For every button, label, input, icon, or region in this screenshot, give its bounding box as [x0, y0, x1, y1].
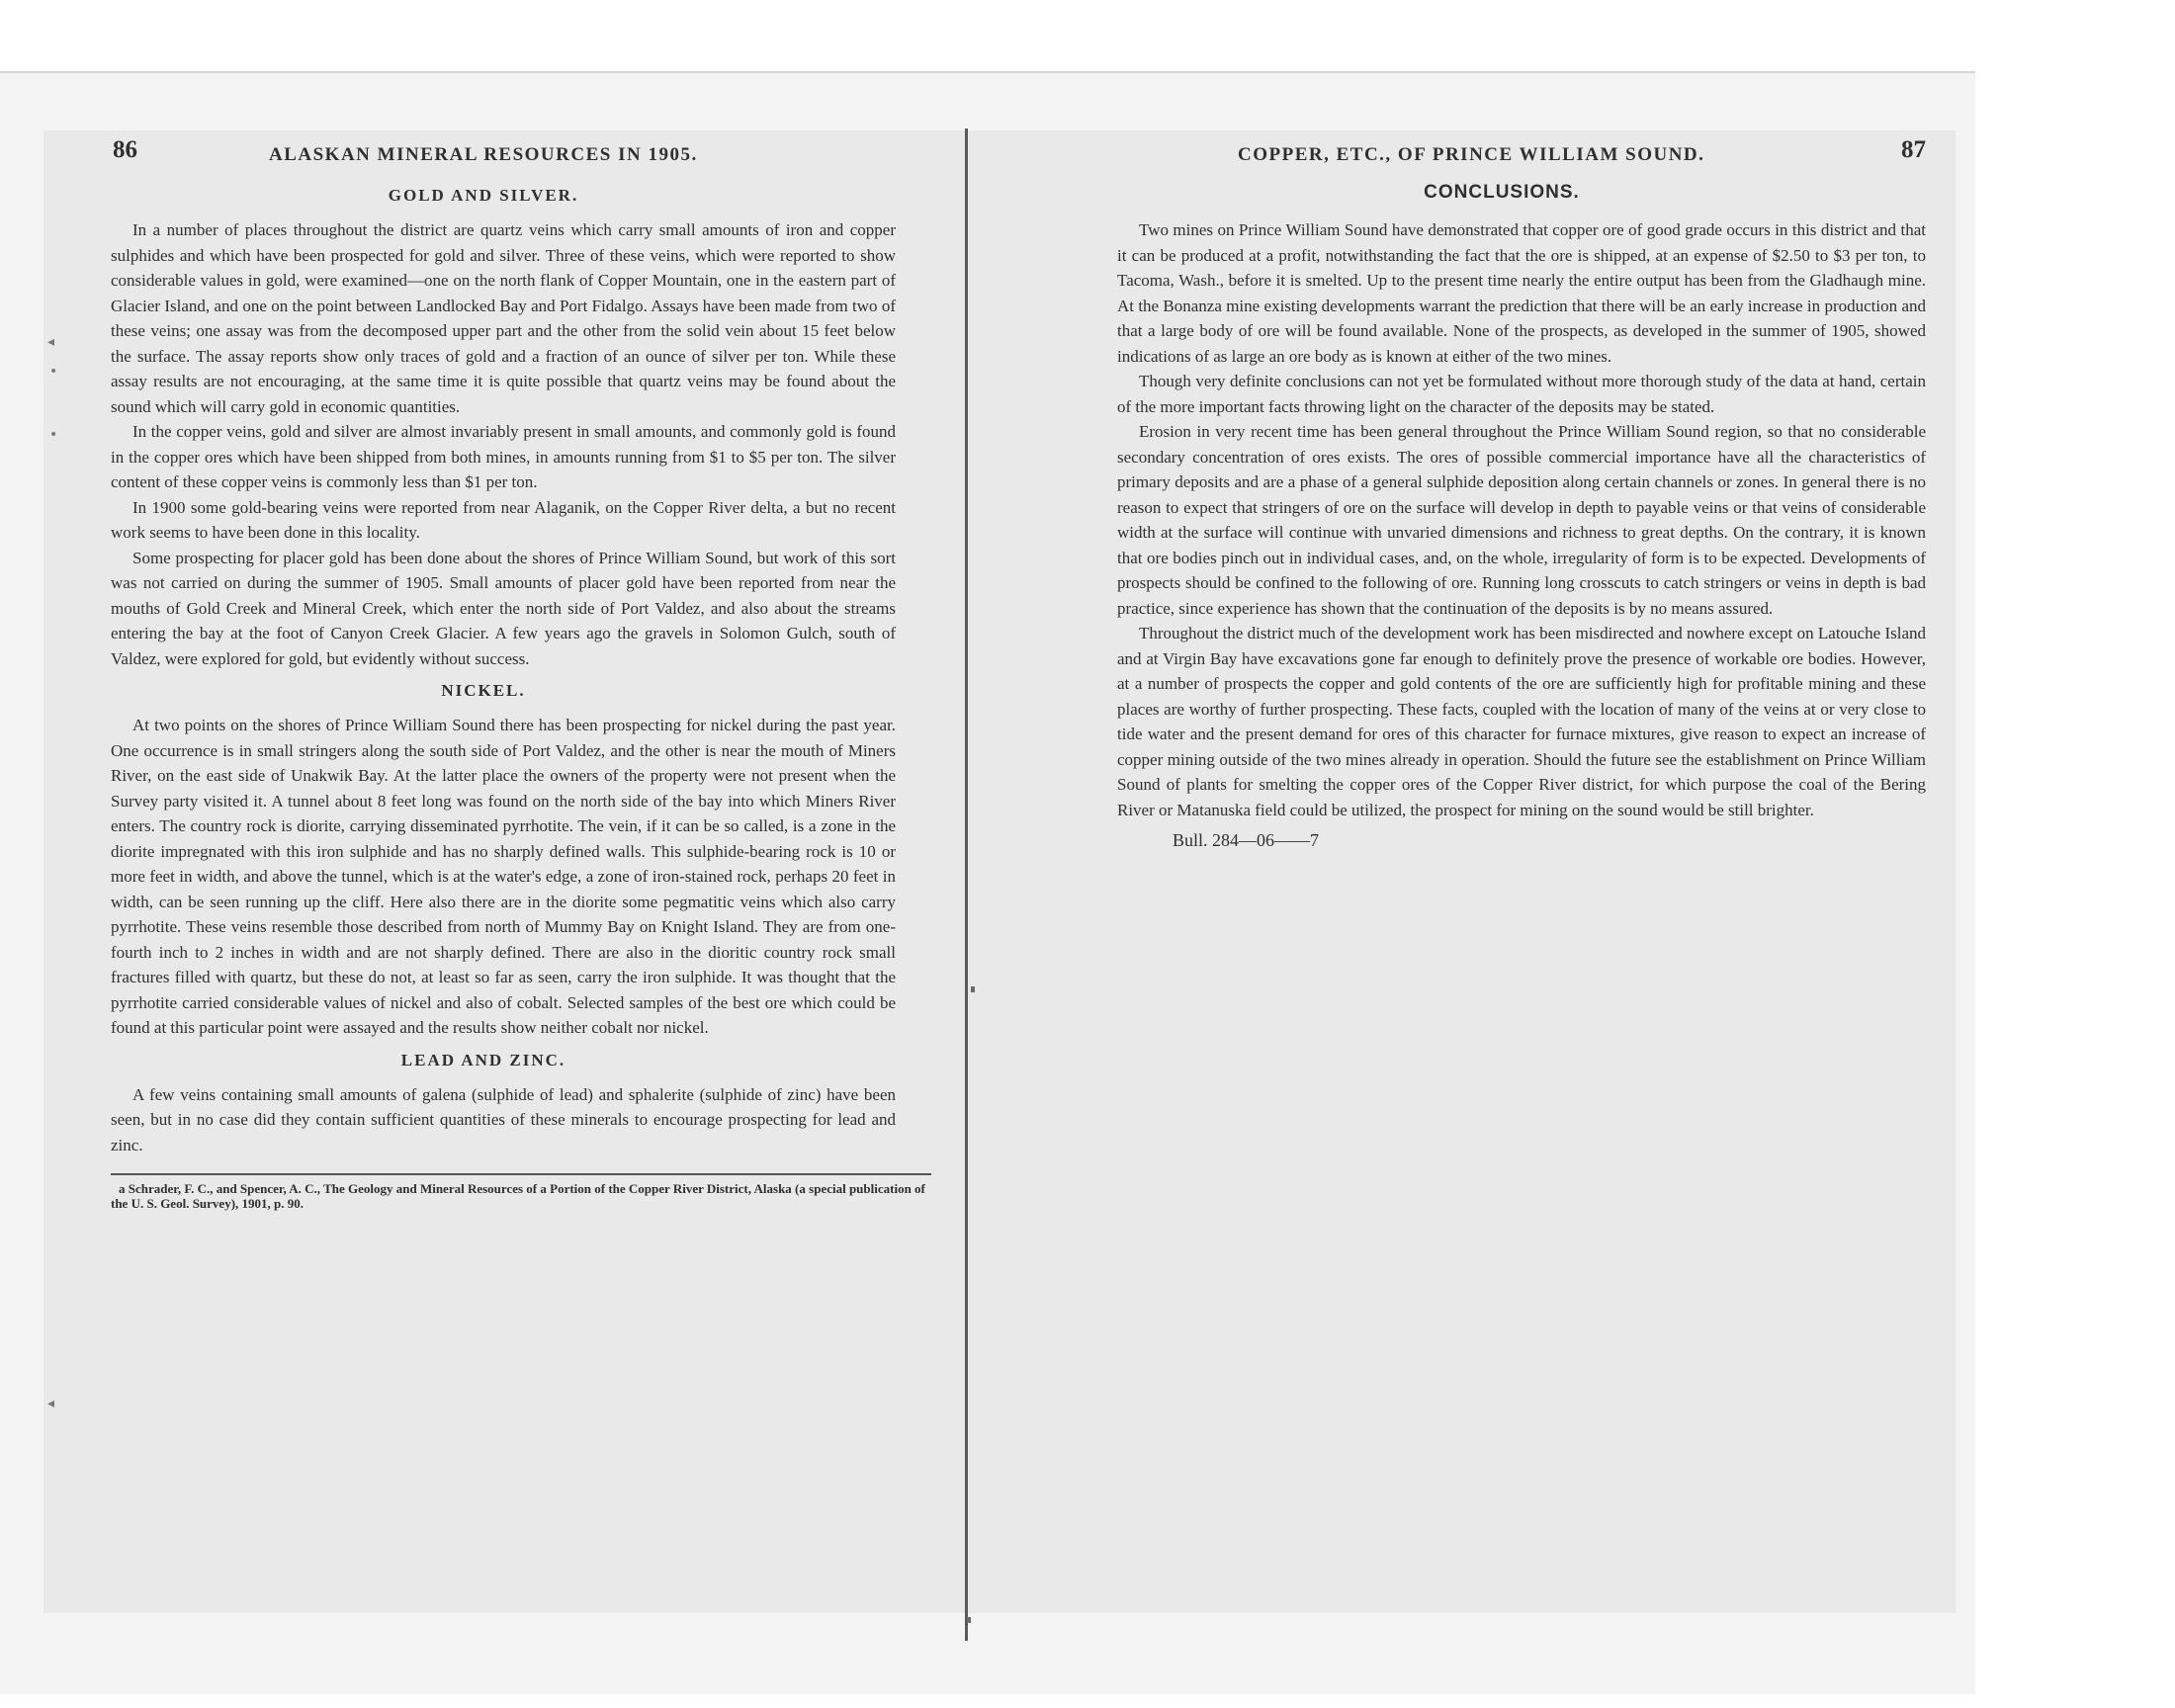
paragraph: A few veins containing small amounts of galena (sulphide of lead) and sphalerite (sulphide of zinc) have been seen, but in no case did they contain sufficient quantities of these minerals to encourage prospecting for lead and zinc. — [111, 1084, 896, 1154]
right-page — [1078, 130, 1926, 851]
paragraph: Erosion in very recent time has been general throughout the Prince William Sound region, so that no considerable secondary concentration of ores exists. The ores of possible commercial importance have all the characteristics of primary deposits and are a phase of a general sulphide deposition along certain channels or zones. In general there is no reason to expect that stringers of ore on the surface will develop in depth to payable veins or that veins of considerable width at the surface will continue with unvaried dimensions and richness to great depths. On the contrary, it is known that ore bodies pinch out in individual cases, and, on the whole, irregularity of form is to be expected. Developments of prospects should be confined to the following of ore. Running long crosscuts to catch stringers or veins in depth is bad practice, since experience has shown that the continuation of the deposits is by no means assured. — [1117, 422, 1926, 618]
left-page-number: 86 — [113, 136, 137, 163]
margin-mark: • — [49, 427, 58, 443]
right-running-head — [1078, 130, 1926, 176]
margin-mark: ◂ — [47, 334, 55, 350]
paragraph: Two mines on Prince William Sound have demonstrated that copper ore of good grade occurs in this district and that it can be produced at a profit, notwithstanding the fact that the ore is shipped, at an expense of $2.50 to $3 per ton, to Tacoma, Wash., before it is smelted. Up to the present time nearly the entire output has been from the Gladhaugh mine. At the Bonanza mine existing developments warrant the prediction that there will be an early increase in production and that a large body of ore will be found available. None of the prospects, as developed in the summer of 1905, showed indications of as large an ore body as is known at either of the two mines. — [1117, 220, 1926, 366]
gutter-mark — [971, 986, 975, 992]
left-page — [71, 130, 925, 1211]
right-running-title: COPPER, ETC., OF PRINCE WILLIAM SOUND. — [1238, 144, 1705, 165]
footnote: a Schrader, F. C., and Spencer, A. C., The Geology and Mineral Resources of a Portion of the Copper River District, Alaska (a special publication of the U. S. Geol. Survey), 1901, p. 90. — [111, 1173, 931, 1211]
section-heading-nickel: NICKEL. — [441, 681, 526, 700]
section-heading-conclusions: CONCLUSIONS. — [1424, 182, 1580, 203]
paragraph: In a number of places throughout the district are quartz veins which carry small amounts of iron and copper sulphides and which have been prospected for gold and silver. Three of these veins, which were reported to show considerable values in gold, were examined—one on the north flank of Copper Mountain, one in the eastern part of Glacier Island, and one on the point between Landlocked Bay and Port Fidalgo. Assays have been made from two of these veins; one assay was from the decomposed upper part and the other from the solid vein about 15 feet below the surface. The assay reports show only traces of gold and a fraction of an ounce of silver per ton. While these assay results are not encouraging, at the same time it is quite possible that quartz veins may be found about the sound which will carry gold in economic quantities. — [111, 220, 896, 416]
bulletin-signature-line: Bull. 284—06——7 — [1173, 830, 1320, 850]
book-spread — [44, 130, 1956, 1613]
scanned-sheet-background — [0, 71, 1975, 1694]
paragraph: In the copper veins, gold and silver are almost invariably present in small amounts, and commonly gold is found in the copper ores which have been shipped from both mines, in amounts running from $1 to $5 per ton. The silver content of these copper veins is commonly less than $1 per ton. — [111, 422, 896, 491]
gutter-line — [965, 128, 968, 1641]
gutter-mark — [967, 1617, 971, 1623]
margin-mark: • — [49, 364, 58, 380]
paragraph: In 1900 some gold-bearing veins were reported from near Alaganik, on the Copper River delta, a but no recent work seems to have been done in this locality. — [111, 497, 896, 542]
margin-mark: ◂ — [47, 1396, 55, 1411]
paragraph: Throughout the district much of the development work has been misdirected and nowhere except on Latouche Island and at Virgin Bay have excavations gone far enough to definitely prove the presence of workable ore bodies. However, at a number of prospects the copper and gold contents of the ore are sufficiently high for profitable mining and these places are worthy of further prospecting. These facts, coupled with the location of many of the veins at or very close to tide water and the present demand for ores of this character for furnace mixtures, give reason to expect an increase of copper mining outside of the two mines already in operation. Should the future see the establishment on Prince William Sound of plants for smelting the copper ores of the Copper River district, for which purpose the coal of the Bering River or Matanuska field could be utilized, the prospect for mining on the sound would be still brighter. — [1117, 624, 1926, 819]
left-running-head — [71, 130, 896, 176]
section-heading-lead-zinc: LEAD AND ZINC. — [400, 1050, 566, 1069]
paragraph: Some prospecting for placer gold has been done about the shores of Prince William Sound, but work of this sort was not carried on during the summer of 1905. Small amounts of placer gold have been reported from near the mouths of Gold Creek and Mineral Creek, which enter the north side of Port Valdez, and also about the streams entering the bay at the foot of Canyon Creek Glacier. A few years ago the gravels in Solomon Gulch, south of Valdez, were explored for gold, but evidently without success. — [111, 548, 896, 668]
paragraph: Though very definite conclusions can not yet be formulated without more thorough study of the data at hand, certain of the more important facts throwing light on the character of the deposits may be stated. — [1117, 372, 1926, 416]
section-heading-gold-silver: GOLD AND SILVER. — [388, 186, 579, 205]
right-page-number: 87 — [1901, 136, 1926, 163]
paragraph: At two points on the shores of Prince William Sound there has been prospecting for nickel during the past year. One occurrence is in small stringers along the south side of Port Valdez, and the other is near the mouth of Miners River, on the east side of Unakwik Bay. At the latter place the owners of the property were not present when the Survey party visited it. A tunnel about 8 feet long was found on the north side of the bay into which Miners River enters. The country rock is diorite, carrying disseminated pyrrhotite. The vein, if it can be so called, is a zone in the diorite impregnated with this iron sulphide and has no sharply defined walls. This sulphide-bearing rock is 10 or more feet in width, and above the tunnel, which is at the water's edge, a zone of iron-stained rock, perhaps 20 feet in width, can be seen running up the cliff. Here also there are in the diorite some pegmatitic veins which also carry pyrrhotite. These veins resemble those described from north of Mummy Bay on Knight Island. They are from one-fourth inch to 2 inches in width and are not sharply defined. There are also in the dioritic country rock small fractures filled with quartz, but these do not, at least so far as seen, carry the iron sulphide. It was thought that the pyrrhotite carried considerable values of nickel and also of cobalt. Selected samples of the best ore which could be found at this particular point were assayed and the results show neither cobalt nor nickel. — [111, 716, 896, 1037]
left-running-title: ALASKAN MINERAL RESOURCES IN 1905. — [269, 144, 698, 165]
